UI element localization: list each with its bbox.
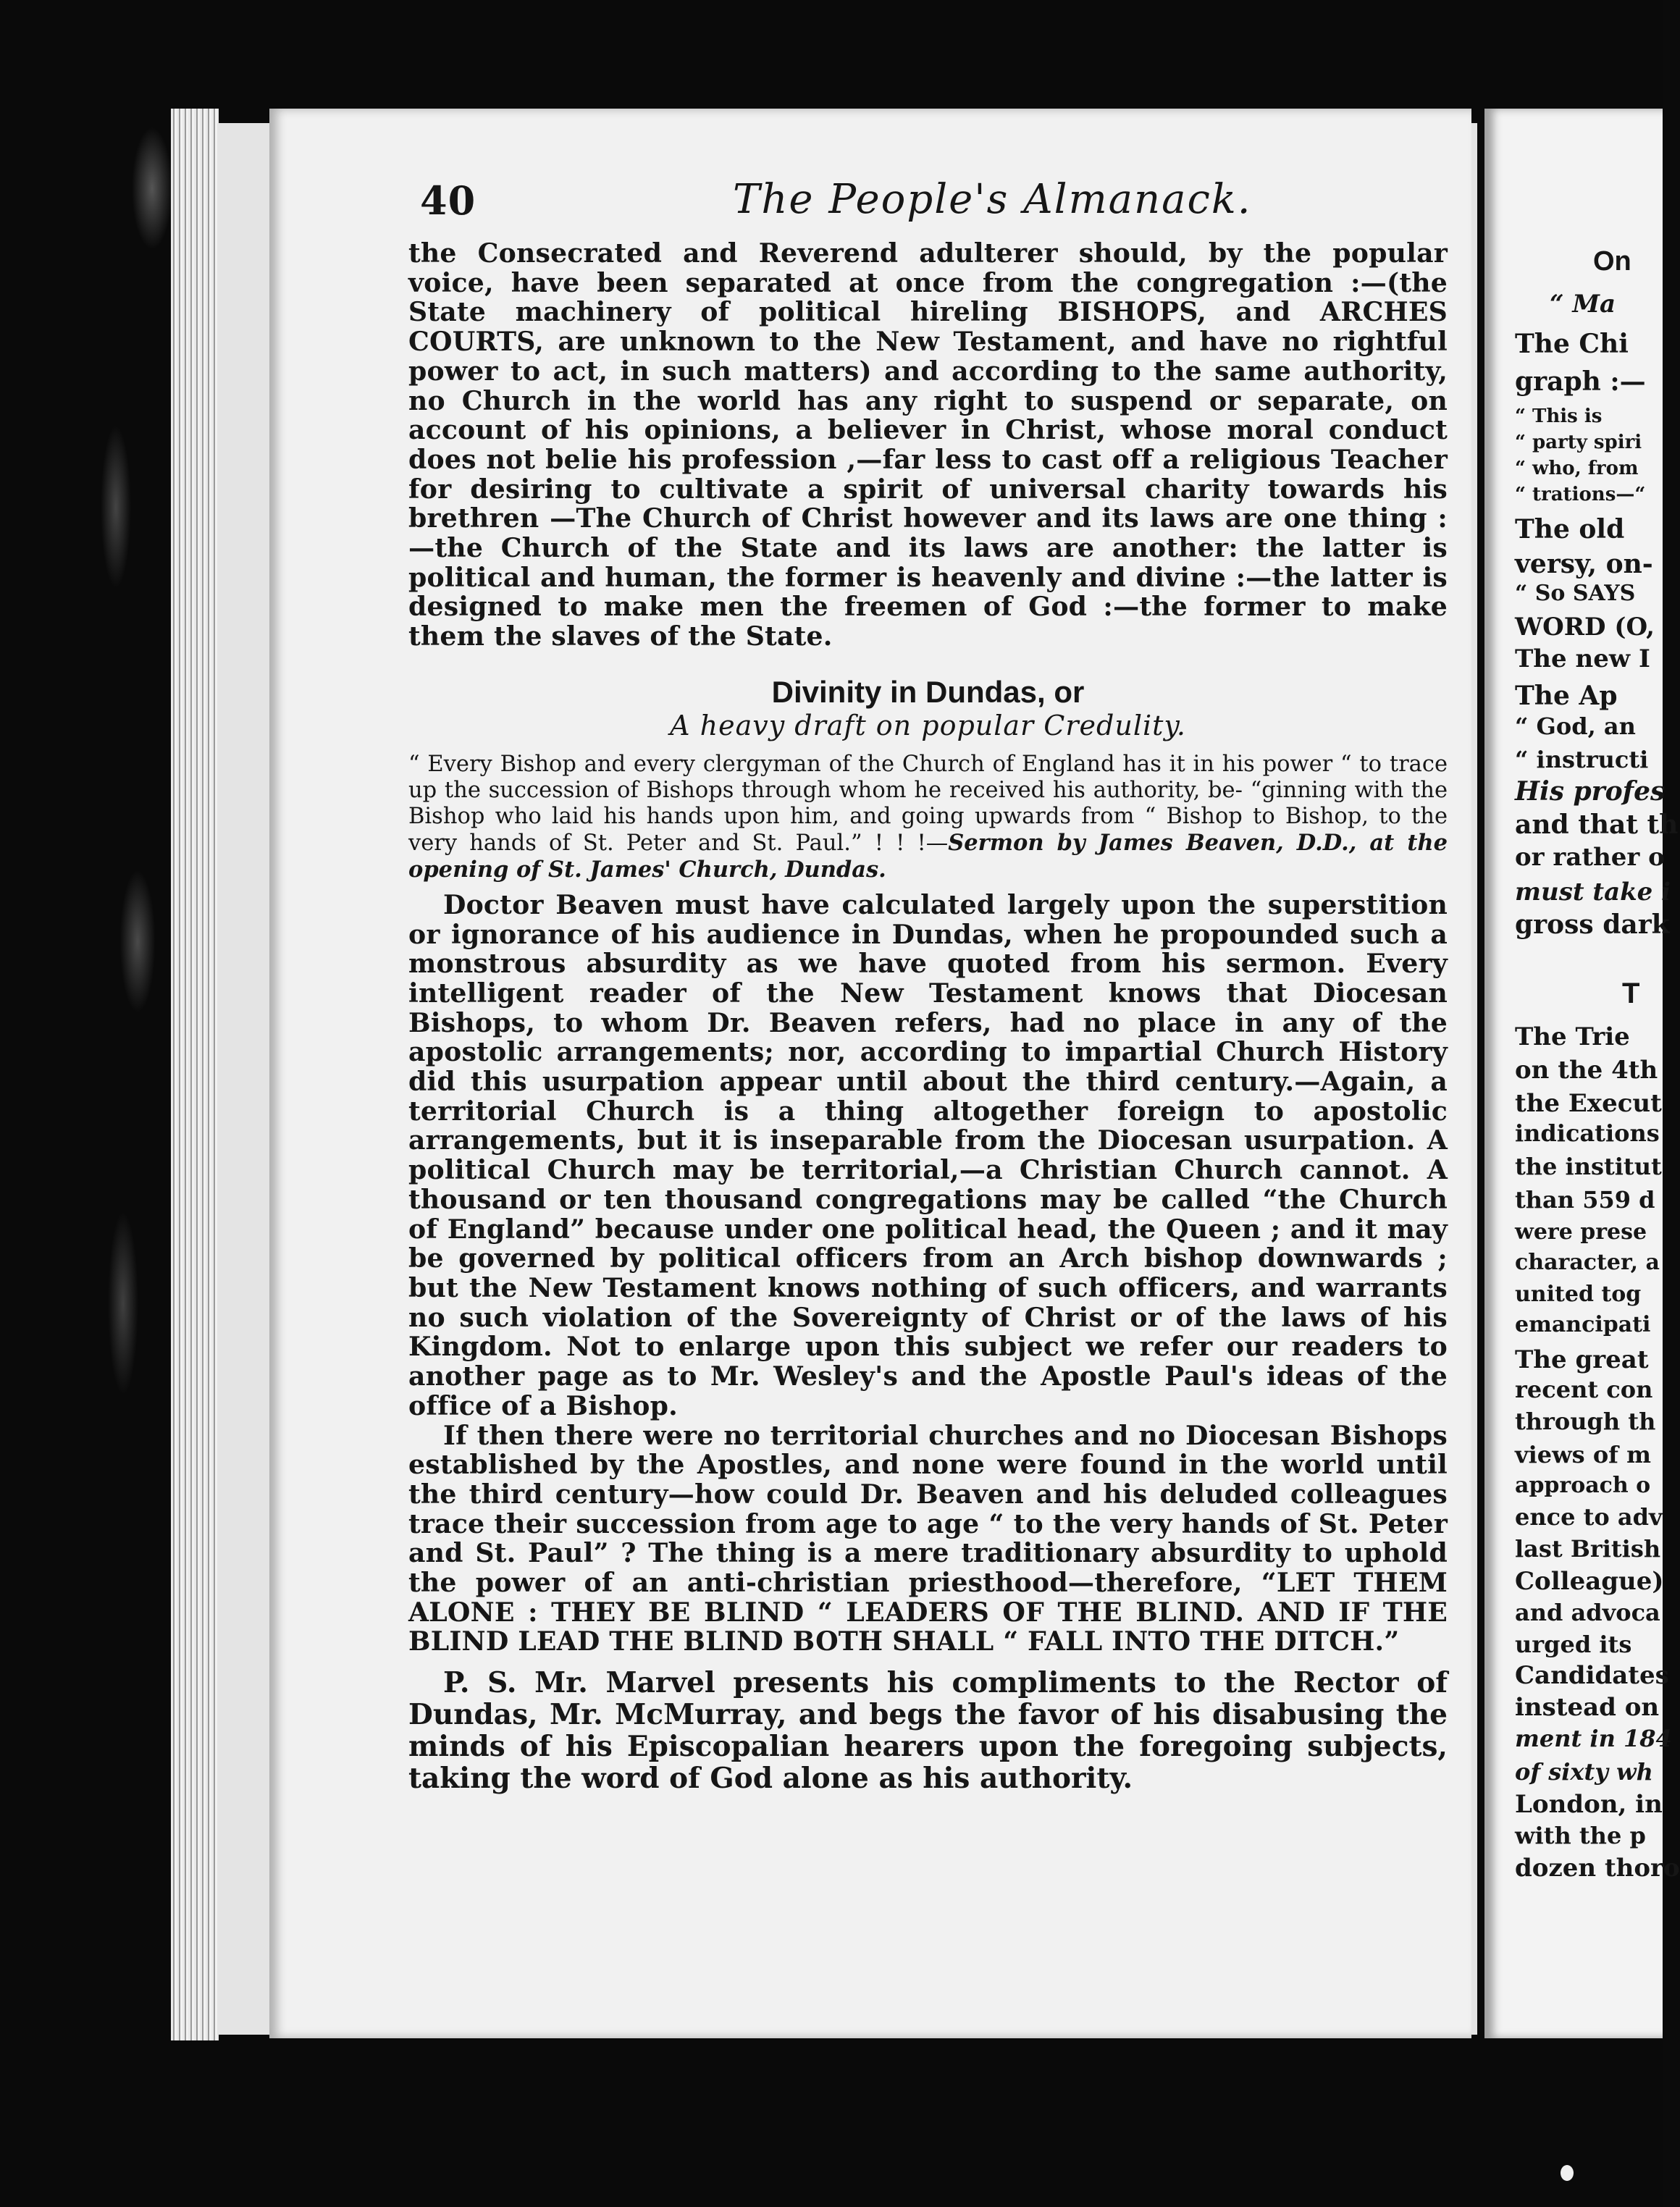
paragraph-doctor-beaven: Doctor Beaven must have calculated largely upon the superstition or ignorance of his audience in Dundas, when he propounded such a monstrous absurdity as we have quoted from his sermon. Every intelligent reader of the New Testament knows that Diocesan Bishops, to whom Dr. Beaven refers, had no place in any of the apostolic arrangements; nor, according to impartial Church History did this usurpation appear until about the third century.—Again, a territorial Church is a thing altogether foreign to apostolic arrangements, but it is inseparable from the Diocesan usurpation. A political Church may be territorial,—a Christian Church cannot. A thousand or ten thousand congregations may be called “the Church of England” because under one political head, the Queen ; and it may be governed by political officers from an Arch bishop downwards ; but the New Testament knows nothing of such officers, and warrants no such violation of the Sovereignty of Christ or of the laws of his Kingdom. Not to enlarge upon this subject we refer our readers to another page as to Mr. Wesley's and the Apostle Paul's ideas of the office of a Bishop. — [408, 888, 1448, 1421]
right-page-fragment: dozen thoro — [1515, 1854, 1680, 1883]
right-page-fragment: ment in 184 — [1515, 1725, 1672, 1752]
right-page-fragment: “ instructi — [1515, 746, 1649, 773]
right-page-fragment: The new I — [1515, 644, 1650, 673]
right-page-fragment: the Execut — [1515, 1089, 1662, 1118]
right-page-fragment: on the 4th — [1515, 1056, 1658, 1085]
right-page-fragment: and advoca — [1515, 1599, 1660, 1626]
right-page-fragment: must take i — [1515, 878, 1671, 907]
right-page-fragment: with the p — [1515, 1822, 1646, 1849]
running-head — [269, 177, 1471, 235]
left-page — [269, 109, 1471, 2038]
right-page-fragment: Colleague) — [1515, 1567, 1664, 1596]
right-page-fragment: character, a — [1515, 1250, 1660, 1275]
right-page-fragment: and that th — [1515, 810, 1679, 840]
epigraph — [408, 752, 1448, 883]
scan-speck — [1561, 2165, 1574, 2181]
epigraph-citation: Sermon by James Beaven, D.D., at the opening of St. James' Church, Dundas. — [408, 829, 1448, 883]
right-page-fragment: “ This is — [1515, 405, 1603, 427]
right-page-fragment: graph :— — [1515, 366, 1646, 397]
right-page-fragment: gross dark — [1515, 909, 1670, 940]
right-page-fragment: through th — [1515, 1408, 1656, 1435]
right-page-fragment: united tog — [1515, 1282, 1642, 1307]
right-page-fragment: His profes — [1515, 776, 1666, 807]
right-page-fragment: or rather o — [1515, 843, 1665, 872]
epigraph-quote: “ Every Bishop and every clergyman of the Church of England has it in his power “ to trace up the succession of Bishops through whom he received his authority, be- “ginning with the Bishop who laid his hands upon him, and going upwards from “ Bishop to Bishop, to the very hands of St. Peter and St. Paul.” ! ! !— — [408, 751, 1448, 856]
right-page-fragment: Candidates — [1515, 1661, 1669, 1690]
right-page-cut-off — [1484, 109, 1680, 2038]
right-page-fragment: The great — [1515, 1345, 1649, 1374]
right-page-fragment: “ who, from — [1515, 458, 1639, 479]
section-subtitle: A heavy draft on popular Credulity. — [670, 709, 1186, 741]
right-page-fragment: The Chi — [1515, 329, 1629, 359]
page-number: 40 — [420, 177, 476, 224]
right-page-fragment: “ Ma — [1550, 290, 1616, 319]
right-page-fragment: instead on — [1515, 1693, 1660, 1722]
right-page-fragment: indications — [1515, 1119, 1660, 1147]
right-page-fragment: The old — [1515, 514, 1625, 545]
right-page-fragment: approach o — [1515, 1473, 1651, 1498]
right-page-fragment: emancipati — [1515, 1312, 1651, 1337]
page-stack-edge — [171, 109, 219, 2040]
section-heading: Divinity in Dundas, or — [771, 674, 1085, 709]
right-page-fragment: were prese — [1515, 1219, 1647, 1245]
right-page-fragment: On — [1593, 246, 1631, 277]
right-page-fragment: the institut — [1515, 1153, 1662, 1180]
right-page-fragment: views of m — [1515, 1441, 1651, 1468]
right-page-fragment: last British — [1515, 1535, 1661, 1563]
paragraph-territorial-churches: If then there were no territorial churches and no Diocesan Bishops established by the Apostles, and none were found in the world until the third century—how could Dr. Beaven and his deluded colleagues trace their succession from age to age “ to the very hands of St. Peter and St. Paul” ? The thing is a mere traditionary absurdity to uphold the power of an anti-christian priesthood—therefore, “LET THEM ALONE : THEY BE BLIND “ LEADERS OF THE BLIND. AND IF THE BLIND LEAD THE BLIND BOTH SHALL “ FALL INTO THE DITCH.” — [408, 1419, 1448, 1657]
paragraph-church-of-state: the Consecrated and Reverend adulterer should, by the popular voice, have been separated at once from the congregation :—(the State machinery of political hireling BISHOPS, and ARCHES COURTS, are unknown to the New Testament, and have no rightful power to act, in such matters) and according to the same authority, no Church in the world has any right to suspend or separate, on account of his opinions, a believer in Christ, whose moral conduct does not belie his profession ,—far less to cast off a religious Teacher for desiring to cultivate a spirit of universal charity towards his brethren —The Church of Christ however and its laws are one thing :—the Church of the State and its laws are another: the latter is political and human, the former is heavenly and divine :—the latter is designed to make men the freemen of God :—the former to make them the slaves of the State. — [408, 237, 1448, 652]
right-page-fragment: “ party spiri — [1515, 432, 1642, 453]
right-page-fragment: “ God, an — [1515, 712, 1636, 740]
right-page-fragment: “ trations—“ — [1515, 484, 1646, 505]
right-page-fragment: recent con — [1515, 1376, 1653, 1403]
running-title: The People's Almanack. — [733, 176, 1252, 223]
right-page-fragment: urged its — [1515, 1631, 1632, 1658]
right-page-fragment: T — [1622, 978, 1640, 1009]
right-page-fragment: of sixty wh — [1515, 1758, 1653, 1786]
text-column — [408, 239, 1448, 1794]
right-page-fragment: ence to adv — [1515, 1503, 1663, 1531]
right-page-fragment: than 559 d — [1515, 1186, 1655, 1214]
right-page-fragment: The Ap — [1515, 681, 1618, 711]
right-page-fragment: “ So SAYS — [1515, 581, 1636, 606]
right-page-fragment: London, in — [1515, 1790, 1663, 1819]
postscript: P. S. Mr. Marvel presents his compliments to the Rector of Dundas, Mr. McMurray, and begs the favor of his disabusing the minds of his Episcopalian hearers upon the foregoing subjects, taking the word of God alone as his authority. — [408, 1666, 1448, 1796]
right-page-fragment: WORD (O, — [1515, 613, 1655, 642]
right-page-fragment: The Trie — [1515, 1022, 1630, 1051]
right-page-fragment: versy, on- — [1515, 549, 1653, 579]
